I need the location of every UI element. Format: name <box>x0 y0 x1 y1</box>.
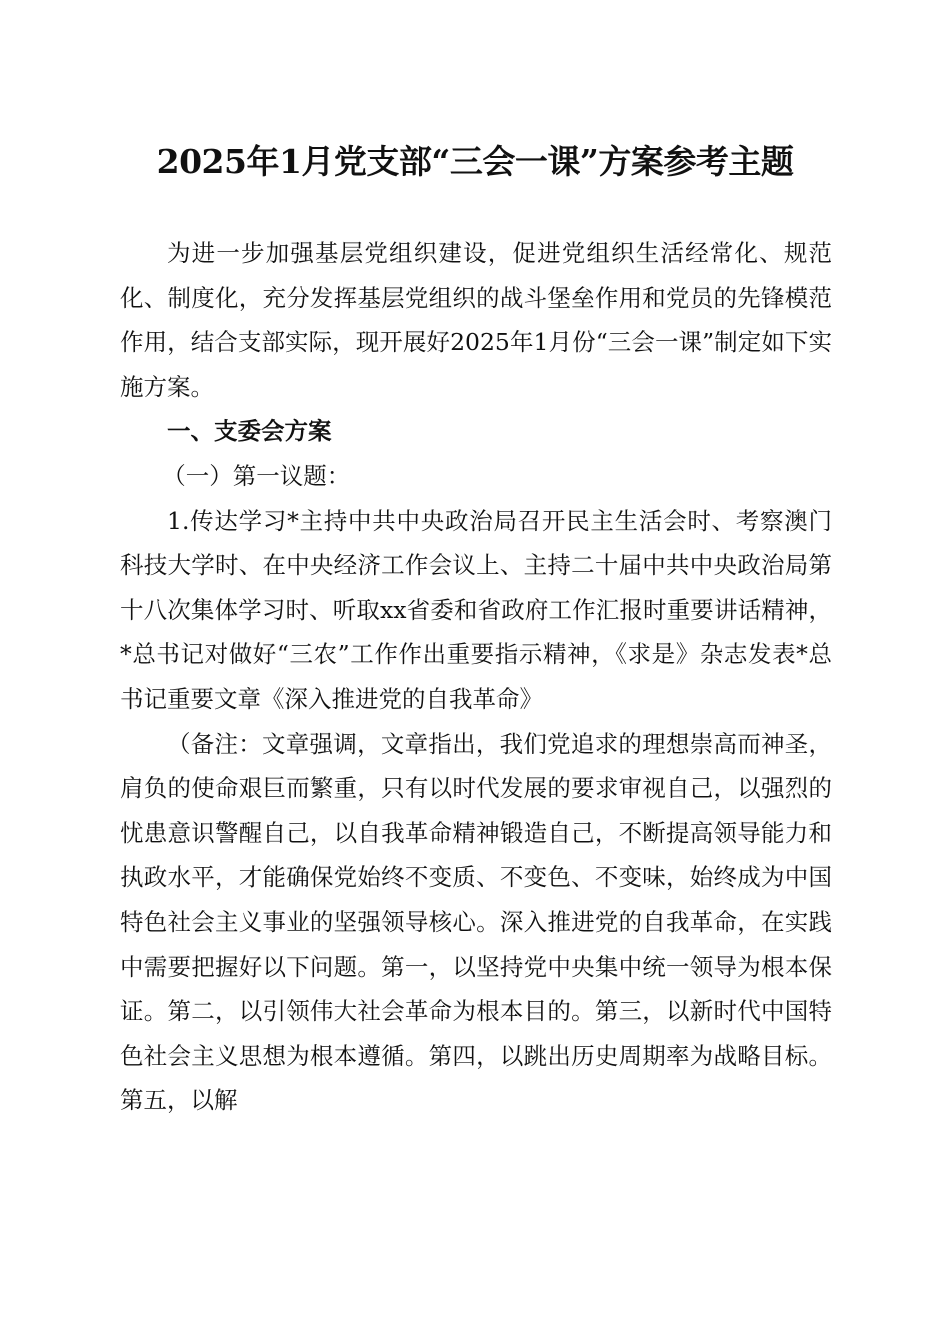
note-paragraph: （备注：文章强调，文章指出，我们党追求的理想崇高而神圣，肩负的使命艰巨而繁重，只有以时代发展的要求审视自己，以强烈的忧患意识警醒自己，以自我革命精神锻造自己，不断提高领导能力和执政水平，才能确保党始终不变质、不变色、不变味，始终成为中国特色社会主义事业的坚强领导核心。深入推进党的自我革命，在实践中需要把握好以下问题。第一，以坚持党中央集中统一领导为根本保证。第二，以引领伟大社会革命为根本目的。第三，以新时代中国特色社会主义思想为根本遵循。第四，以跳出历史周期率为战略目标。第五，以解 <box>120 729 832 1115</box>
section-heading: 一、支委会方案 <box>167 417 332 446</box>
item-paragraph: 1.传达学习*主持中共中央政治局召开民主生活会时、考察澳门科技大学时、在中央经济工作会议上、主持二十届中共中央政治局第十八次集体学习时、听取xx省委和省政府工作汇报时重要讲话精神，*总书记对做好“三农”工作作出重要指示精神，《求是》杂志发表*总书记重要文章《深入推进党的自我革命》 <box>120 506 832 713</box>
intro-paragraph: 为进一步加强基层党组织建设，促进党组织生活经常化、规范化、制度化，充分发挥基层党组织的战斗堡垒作用和党员的先锋模范作用，结合支部实际，现开展好2025年1月份“三会一课”制定如下实施方案。 <box>120 239 832 401</box>
document-title: 2025年1月党支部“三会一课”方案参考主题 <box>156 142 794 181</box>
subsection-heading: （一）第一议题： <box>162 461 351 490</box>
document-body <box>120 231 832 1123</box>
